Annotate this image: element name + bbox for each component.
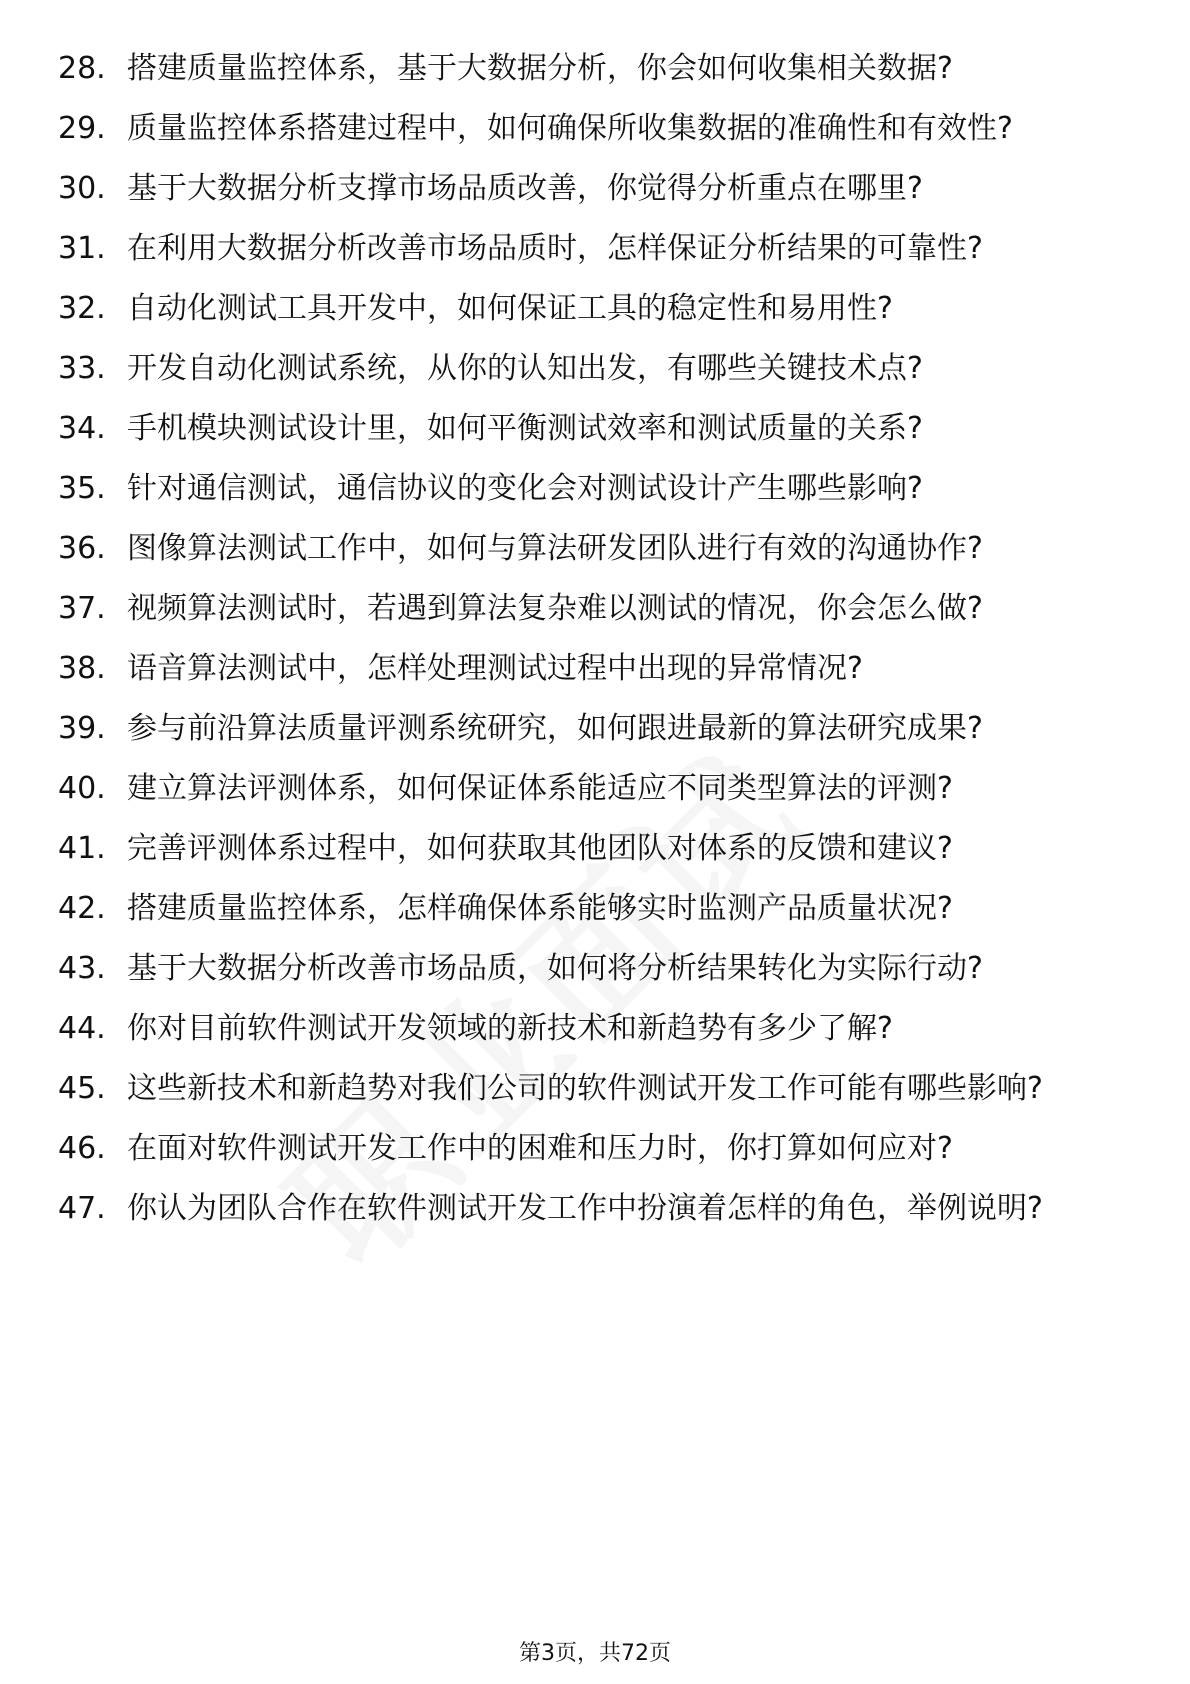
- question-number: 44.: [58, 1011, 106, 1046]
- question-text: 针对通信测试，通信协议的变化会对测试设计产生哪些影响?: [127, 471, 923, 506]
- list-item: [0, 710, 1190, 747]
- list-item: [0, 950, 1190, 987]
- question-number: 35.: [58, 471, 106, 506]
- question-text: 语音算法测试中，怎样处理测试过程中出现的异常情况?: [127, 651, 863, 686]
- question-text: 建立算法评测体系，如何保证体系能适应不同类型算法的评测?: [127, 771, 953, 806]
- question-number: 43.: [58, 951, 106, 986]
- list-item: [0, 1130, 1190, 1167]
- question-text: 搭建质量监控体系，基于大数据分析，你会如何收集相关数据?: [127, 51, 953, 86]
- list-item: [0, 470, 1190, 507]
- question-number: 33.: [58, 351, 106, 386]
- list-item: [0, 1010, 1190, 1047]
- question-number: 40.: [58, 771, 106, 806]
- question-text: 图像算法测试工作中，如何与算法研发团队进行有效的沟通协作?: [127, 531, 983, 566]
- question-number: 28.: [58, 51, 106, 86]
- list-item: [0, 770, 1190, 807]
- list-item: [0, 890, 1190, 927]
- question-number: 34.: [58, 411, 106, 446]
- list-item: [0, 170, 1190, 207]
- question-text: 开发自动化测试系统，从你的认知出发，有哪些关键技术点?: [127, 351, 923, 386]
- question-text: 基于大数据分析支撑市场品质改善，你觉得分析重点在哪里?: [127, 171, 923, 206]
- question-text: 你对目前软件测试开发领域的新技术和新趋势有多少了解?: [127, 1011, 893, 1046]
- question-number: 46.: [58, 1131, 106, 1166]
- question-number: 41.: [58, 831, 106, 866]
- list-item: [0, 1070, 1190, 1107]
- question-text: 这些新技术和新趋势对我们公司的软件测试开发工作可能有哪些影响?: [127, 1071, 1043, 1106]
- page-number-label: 第3页，共72页: [519, 1641, 671, 1666]
- question-text: 自动化测试工具开发中，如何保证工具的稳定性和易用性?: [127, 291, 893, 326]
- question-text: 在面对软件测试开发工作中的困难和压力时，你打算如何应对?: [127, 1131, 953, 1166]
- page-footer: [0, 1636, 1190, 1667]
- question-list: [0, 50, 1190, 1250]
- list-item: [0, 350, 1190, 387]
- list-item: [0, 530, 1190, 567]
- list-item: [0, 650, 1190, 687]
- list-item: [0, 1190, 1190, 1227]
- question-text: 完善评测体系过程中，如何获取其他团队对体系的反馈和建议?: [127, 831, 953, 866]
- question-number: 37.: [58, 591, 106, 626]
- question-text: 搭建质量监控体系，怎样确保体系能够实时监测产品质量状况?: [127, 891, 953, 926]
- question-number: 30.: [58, 171, 106, 206]
- list-item: [0, 50, 1190, 87]
- question-text: 质量监控体系搭建过程中，如何确保所收集数据的准确性和有效性?: [127, 111, 1013, 146]
- question-number: 38.: [58, 651, 106, 686]
- question-number: 32.: [58, 291, 106, 326]
- question-text: 你认为团队合作在软件测试开发工作中扮演着怎样的角色，举例说明?: [127, 1191, 1043, 1226]
- question-text: 参与前沿算法质量评测系统研究，如何跟进最新的算法研究成果?: [127, 711, 983, 746]
- question-number: 42.: [58, 891, 106, 926]
- question-text: 在利用大数据分析改善市场品质时，怎样保证分析结果的可靠性?: [127, 231, 983, 266]
- list-item: [0, 110, 1190, 147]
- question-text: 基于大数据分析改善市场品质，如何将分析结果转化为实际行动?: [127, 951, 983, 986]
- question-number: 36.: [58, 531, 106, 566]
- question-number: 45.: [58, 1071, 106, 1106]
- list-item: [0, 230, 1190, 267]
- list-item: [0, 290, 1190, 327]
- question-number: 29.: [58, 111, 106, 146]
- question-number: 47.: [58, 1191, 106, 1226]
- list-item: [0, 410, 1190, 447]
- question-number: 31.: [58, 231, 106, 266]
- question-number: 39.: [58, 711, 106, 746]
- question-text: 视频算法测试时，若遇到算法复杂难以测试的情况，你会怎么做?: [127, 591, 983, 626]
- list-item: [0, 590, 1190, 627]
- list-item: [0, 830, 1190, 867]
- question-text: 手机模块测试设计里，如何平衡测试效率和测试质量的关系?: [127, 411, 923, 446]
